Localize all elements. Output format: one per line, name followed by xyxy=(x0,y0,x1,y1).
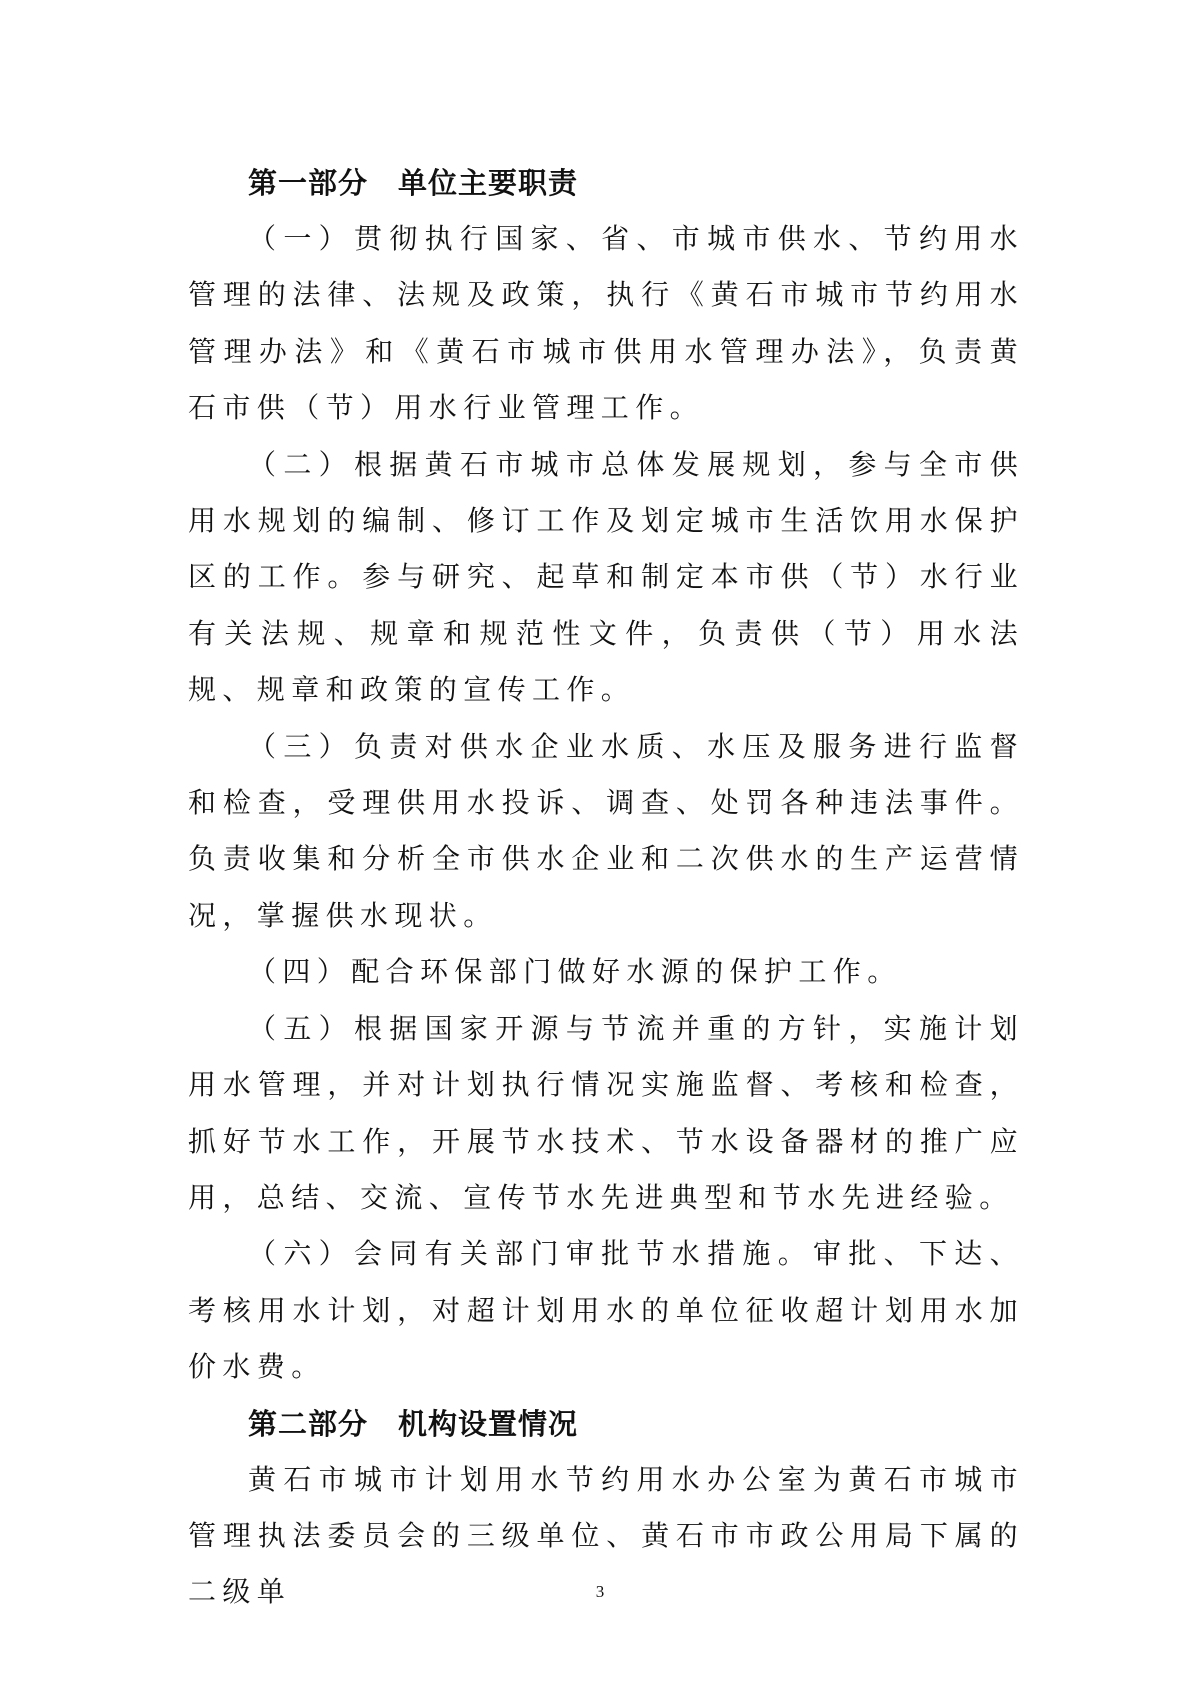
paragraph-duty-2: （二）根据黄石市城市总体发展规划，参与全市供用水规划的编制、修订工作及划定城市生活饮用水保护区的工作。参与研究、起草和制定本市供（节）水行业有关法规、规章和规范性文件，负责供（节）用水法规、规章和政策的宣传工作。 xyxy=(188,447,1024,707)
page-number: 3 xyxy=(595,1582,605,1601)
paragraph-duty-6: （六）会同有关部门审批节水措施。审批、下达、考核用水计划，对超计划用水的单位征收超计划用水加价水费。 xyxy=(188,1237,1024,1384)
section-heading-1: 第一部分 单位主要职责 xyxy=(248,166,579,200)
paragraph-duty-1: （一）贯彻执行国家、省、市城市供水、节约用水管理的法律、法规及政策，执行《黄石市城市节约用水管理办法》和《黄石市城市供用水管理办法》，负责黄石市供（节）用水行业管理工作。 xyxy=(188,222,1024,425)
document-body xyxy=(188,155,1024,1621)
paragraph-duty-3: （三）负责对供水企业水质、水压及服务进行监督和检查，受理供用水投诉、调查、处罚各种违法事件。负责收集和分析全市供水企业和二次供水的生产运营情况，掌握供水现状。 xyxy=(188,729,1024,932)
section-heading-2: 第二部分 机构设置情况 xyxy=(248,1406,579,1441)
paragraph-duty-4: （四）配合环保部门做好水源的保护工作。 xyxy=(248,955,902,989)
paragraph-organization-1: 黄石市城市计划用水节约用水办公室为黄石市城市管理执法委员会的三级单位、黄石市市政公用局下属的二级单 xyxy=(188,1462,1024,1609)
paragraph-duty-5: （五）根据国家开源与节流并重的方针，实施计划用水管理，并对计划执行情况实施监督、考核和检查，抓好节水工作，开展节水技术、节水设备器材的推广应用，总结、交流、宣传节水先进典型和节水先进经验。 xyxy=(188,1011,1024,1214)
